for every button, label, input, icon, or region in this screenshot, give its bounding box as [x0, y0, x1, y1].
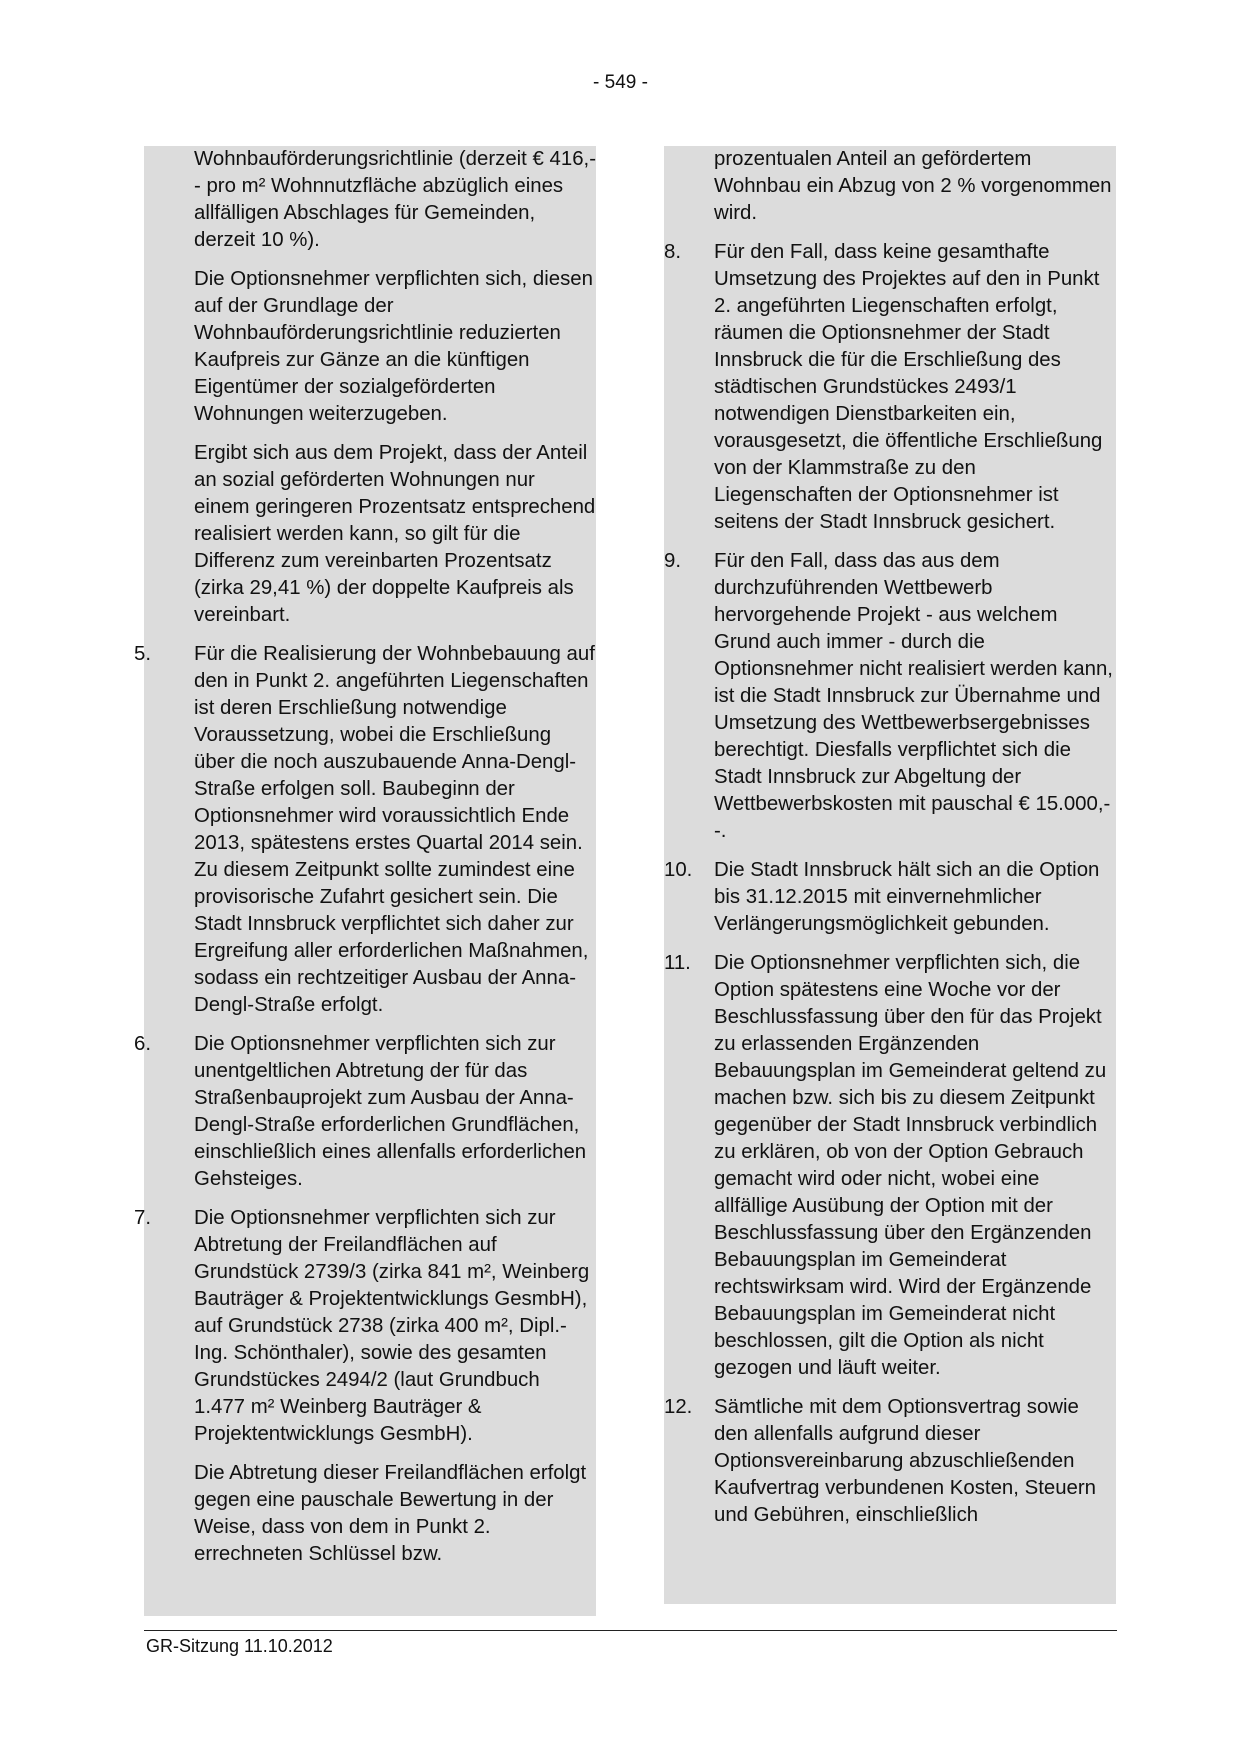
footer-divider [144, 1630, 1117, 1631]
item-paragraph: Für die Realisierung der Wohnbebauung auf den in Punkt 2. angeführten Liegenschaften ist deren Erschließung notwendige Voraussetzung, wobei die Erschließung über die noch auszubauende Anna-Dengl-Straße erfolgen soll. Baubeginn der Optionsnehmer wird voraussichtlich Ende 2013, spätestens erstes Quartal 2014 sein. Zu diesem Zeitpunkt sollte zumindest eine provisorische Zufahrt gesichert sein. Die Stadt Innsbruck verpflichtet sich daher zur Ergreifung aller erforderlichen Maßnahmen, sodass ein rechtzeitiger Ausbau der Anna-Dengl-Straße erfolgt. [194, 643, 595, 1016]
list-item-9 [664, 548, 1116, 845]
list-item-10 [664, 857, 1116, 938]
right-column [664, 146, 1116, 1604]
item-paragraph: Für den Fall, dass keine gesamthafte Umsetzung des Projektes auf den in Punkt 2. angeführten Liegenschaften erfolgt, räumen die Optionsnehmer der Stadt Innsbruck die für die Erschließung des städtischen Grundstückes 2493/1 notwendigen Dienstbarkeiten ein, vorausgesetzt, die öffentliche Erschließung von der Klammstraße zu den Liegenschaften der Optionsnehmer ist seitens der Stadt Innsbruck gesichert. [714, 241, 1103, 533]
item-number: 9. [664, 550, 682, 572]
left-column [134, 146, 596, 1616]
page-number: - 549 - [593, 72, 648, 93]
left-intro-paragraph: Die Optionsnehmer verpflichten sich, diesen auf der Grundlage der Wohnbauförderungsrichtlinie reduzierten Kaufpreis zur Gänze an die künftigen Eigentümer der sozialgeförderten Wohnungen weiterzugeben. [194, 268, 593, 425]
footer-text: GR-Sitzung 11.10.2012 [146, 1636, 333, 1656]
item-paragraph: Die Abtretung dieser Freilandflächen erfolgt gegen eine pauschale Bewertung in der Weise, dass von dem in Punkt 2. errechneten Schlüssel bzw. [194, 1462, 587, 1565]
item-paragraph: Die Optionsnehmer verpflichten sich zur Abtretung der Freilandflächen auf Grundstück 2739/3 (zirka 841 m², Weinberg Bauträger & Projektentwicklungs GesmbH), auf Grundstück 2738 (zirka 400 m², Dipl.-Ing. Schönthaler), sowie des gesamten Grundstückes 2494/2 (laut Grundbuch 1.477 m² Weinberg Bauträger & Projektentwicklungs GesmbH). [194, 1207, 590, 1445]
item-number: 10. [664, 859, 693, 881]
left-intro-paragraph: Wohnbauförderungsrichtlinie (derzeit € 416,-- pro m² Wohnnutzfläche abzüglich eines allfälligen Abschlages für Gemeinden, derzeit 10 %). [194, 148, 596, 251]
item-paragraph: Sämtliche mit dem Optionsvertrag sowie den allenfalls aufgrund dieser Optionsvereinbarung abzuschließenden Kaufvertrag verbundenen Kosten, Steuern und Gebühren, einschließlich [714, 1396, 1097, 1526]
item-number: 8. [664, 241, 682, 263]
item-paragraph: Für den Fall, dass das aus dem durchzuführenden Wettbewerb hervorgehende Projekt - aus welchem Grund auch immer - durch die Optionsnehmer nicht realisiert werden kann, ist die Stadt Innsbruck zur Übernahme und Umsetzung des Wettbewerbsergebnisses berechtigt. Diesfalls verpflichtet sich die Stadt Innsbruck zur Abgeltung der Wettbewerbskosten mit pauschal € 15.000,--. [714, 550, 1113, 842]
item-number: 7. [134, 1207, 152, 1229]
item-number: 11. [664, 952, 691, 974]
list-item-6 [134, 1031, 596, 1193]
list-item-12 [664, 1394, 1116, 1529]
list-item-5 [134, 641, 596, 1019]
list-item-11 [664, 950, 1116, 1382]
left-intro-paragraph: Ergibt sich aus dem Projekt, dass der Anteil an sozial geförderten Wohnungen nur einem geringeren Prozentsatz entsprechend realisiert werden kann, so gilt für die Differenz zum vereinbarten Prozentsatz (zirka 29,41 %) der doppelte Kaufpreis als vereinbart. [194, 442, 596, 626]
item-number: 12. [664, 1396, 693, 1418]
item-paragraph: Die Stadt Innsbruck hält sich an die Option bis 31.12.2015 mit einvernehmlicher Verlängerungsmöglichkeit gebunden. [714, 859, 1100, 935]
list-item-7 [134, 1205, 596, 1568]
item-paragraph: Die Optionsnehmer verpflichten sich zur unentgeltlichen Abtretung der für das Straßenbauprojekt zum Ausbau der Anna-Dengl-Straße erforderlichen Grundflächen, einschließlich eines allenfalls erforderlichen Gehsteiges. [194, 1033, 587, 1190]
list-item-8 [664, 239, 1116, 536]
item-number: 5. [134, 643, 152, 665]
right-intro-paragraph: prozentualen Anteil an gefördertem Wohnbau ein Abzug von 2 % vorgenommen wird. [714, 148, 1112, 224]
item-paragraph: Die Optionsnehmer verpflichten sich, die Option spätestens eine Woche vor der Beschlussfassung über den für das Projekt zu erlassenden Ergänzenden Bebauungsplan im Gemeinderat geltend zu machen bzw. sich bis zu diesem Zeitpunkt gegenüber der Stadt Innsbruck verbindlich zu erklären, ob von der Option Gebrauch gemacht wird oder nicht, wobei eine allfällige Ausübung der Option mit der Beschlussfassung über den Ergänzenden Bebauungsplan im Gemeinderat rechtswirksam wird. Wird der Ergänzende Bebauungsplan im Gemeinderat nicht beschlossen, gilt die Option als nicht gezogen und läuft weiter. [714, 952, 1107, 1379]
item-number: 6. [134, 1033, 152, 1055]
